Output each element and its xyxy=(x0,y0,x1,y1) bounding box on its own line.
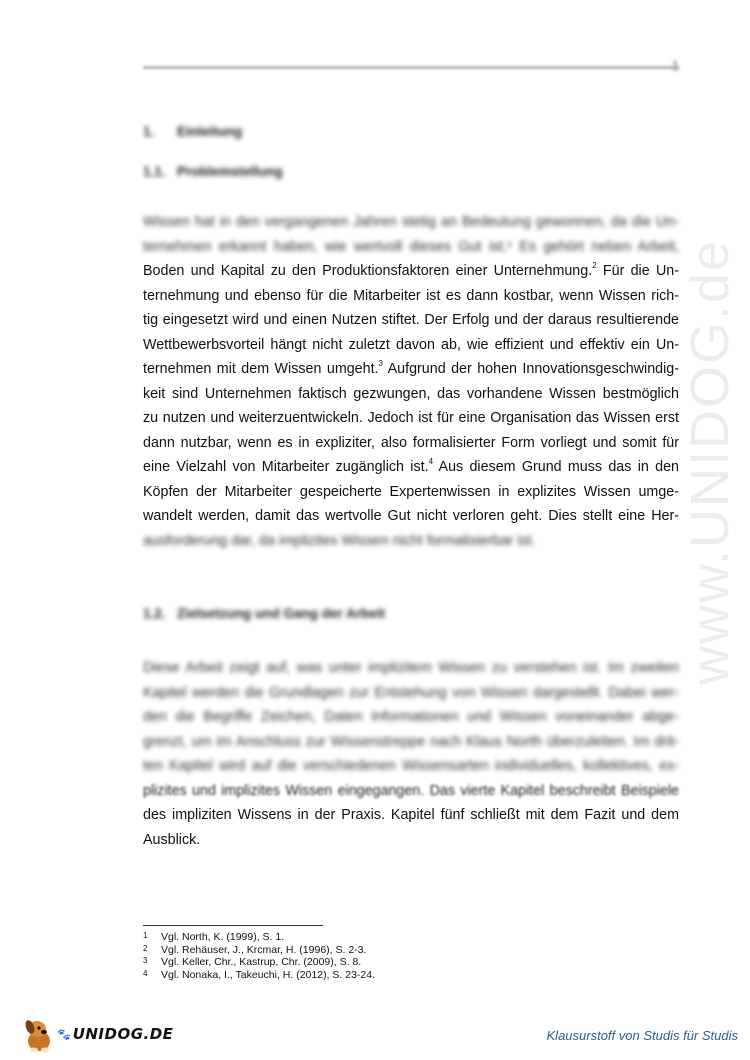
text-line: grenzt, um im Anschluss zur Wissenstreppe nach Klaus North überzuleiten. Im drit- xyxy=(143,733,679,750)
footnote-text: Vgl. North, K. (1999), S. 1. xyxy=(161,931,285,943)
dog-mascot-icon xyxy=(22,1014,56,1054)
heading-1-1 xyxy=(143,164,283,179)
heading-1-2 xyxy=(143,606,385,621)
footnote-number: 3 xyxy=(143,956,148,965)
footnote xyxy=(143,931,663,944)
footnote-number: 4 xyxy=(143,968,148,978)
footnote-ref: 4 xyxy=(428,457,434,466)
text-line: wandelt werden, damit das wertvolle Gut nicht verloren geht. Dies stellt eine Her- xyxy=(143,508,679,524)
logo-paw-icon: 🐾 xyxy=(57,1028,71,1041)
footnote xyxy=(143,944,663,957)
paragraph-problemstellung xyxy=(143,210,679,553)
text-line: Boden und Kapital zu den Produktionsfaktoren einer Unternehmung.$^2$ Für die Un- xyxy=(143,261,679,279)
logo-text: UNIDOG.DE xyxy=(72,1025,174,1043)
text-line: Ausblick. xyxy=(143,831,201,848)
text-line: den die Begriffe Zeichen, Daten Informationen und Wissen voneinander abge- xyxy=(143,709,679,725)
footer-tagline: Klausurstoff von Studis für Studis xyxy=(546,1028,738,1043)
footnote xyxy=(143,956,663,969)
text-line: eine Vielzahl von Mitarbeiter zugänglich ist.$^4$ Aus diesem Grund muss das in den xyxy=(143,457,679,475)
paragraph-zielsetzung xyxy=(143,656,679,852)
text-line: plizites und implizites Wissen eingegangen. Das vierte Kapitel beschreibt Beispiele xyxy=(143,782,679,799)
text-line: ternehmung und ebenso für die Mitarbeiter ist es dann kostbar, wenn Wissen rich- xyxy=(143,287,679,304)
header-rule xyxy=(143,66,679,69)
footnote-ref: 3 xyxy=(378,359,383,368)
footnote-ref: 2 xyxy=(592,261,597,270)
text-line: des impliziten Wissens in der Praxis. Kapitel fünf schließt mit dem Fazit und dem xyxy=(143,807,679,823)
text-line: ternehmen mit dem Wissen umgeht.$^3$ Aufgrund der hohen Innovationsgeschwindig- xyxy=(143,359,679,377)
footnote-text: Vgl. Keller, Chr., Kastrup, Chr. (2009), S. 8. xyxy=(161,956,362,968)
heading-number: 1. xyxy=(143,124,155,139)
heading-number: 1.1. xyxy=(143,164,166,179)
watermark-text: www.UNIDOG.de xyxy=(680,238,740,686)
heading-title: Problemstellung xyxy=(177,164,283,179)
text-line: ternehmen erkannt haben, wie wertvoll dieses Gut ist.¹ Es gehört neben Arbeit, xyxy=(143,238,679,255)
text-line: Wettbewerbsvorteil hängt nicht zuletzt davon ab, wie effizient und effektiv ein Un- xyxy=(143,336,679,353)
footnote xyxy=(143,969,663,982)
footnote-number: 2 xyxy=(143,943,148,953)
text-line: dann nutzbar, wenn es in expliziter, also formalisierter Form vorliegt und somit für xyxy=(143,434,679,451)
footnote-number: 1 xyxy=(143,931,148,940)
heading-title: Einleitung xyxy=(177,124,243,139)
footnote-text: Vgl. Rehäuser, J., Krcmar, H. (1996), S. 2-3. xyxy=(161,943,367,956)
text-line: ten Kapitel wird auf die verschiedenen Wissensarten individuelles, kollektives, ex- xyxy=(143,758,679,774)
text-line: Wissen hat in den vergangenen Jahren stetig an Bedeutung gewonnen, da die Un- xyxy=(143,214,679,230)
unidog-logo[interactable] xyxy=(22,1014,173,1054)
footnote-rule xyxy=(143,925,323,926)
heading-1 xyxy=(143,124,242,139)
text-line: Köpfen der Mitarbeiter gespeicherte Expertenwissen in explizites Wissen umge- xyxy=(143,483,679,500)
footnote-text: Vgl. Nonaka, I., Takeuchi, H. (2012), S. 23-24. xyxy=(161,968,376,981)
text-line: keit sind Unternehmen faktisch gezwungen, das vorhandene Wissen bestmöglich xyxy=(143,385,679,402)
heading-title: Zielsetzung und Gang der Arbeit xyxy=(177,606,386,621)
footnotes xyxy=(143,931,663,981)
text-line: Diese Arbeit zeigt auf, was unter implizitem Wissen zu verstehen ist. Im zweiten xyxy=(143,660,679,676)
text-line: Kapitel werden die Grundlagen zur Entstehung von Wissen dargestellt. Dabei wer- xyxy=(143,684,679,701)
text-line: zu nutzen und weiterzuentwickeln. Jedoch ist für eine Organisation das Wissen erst xyxy=(143,410,679,426)
text-line: tig eingesetzt wird und einen Nutzen stiftet. Der Erfolg und der daraus resultierende xyxy=(143,312,679,328)
heading-number: 1.2. xyxy=(143,606,166,621)
text-line: ausforderung dar, da implizites Wissen nicht formalisierbar ist. xyxy=(143,532,536,549)
